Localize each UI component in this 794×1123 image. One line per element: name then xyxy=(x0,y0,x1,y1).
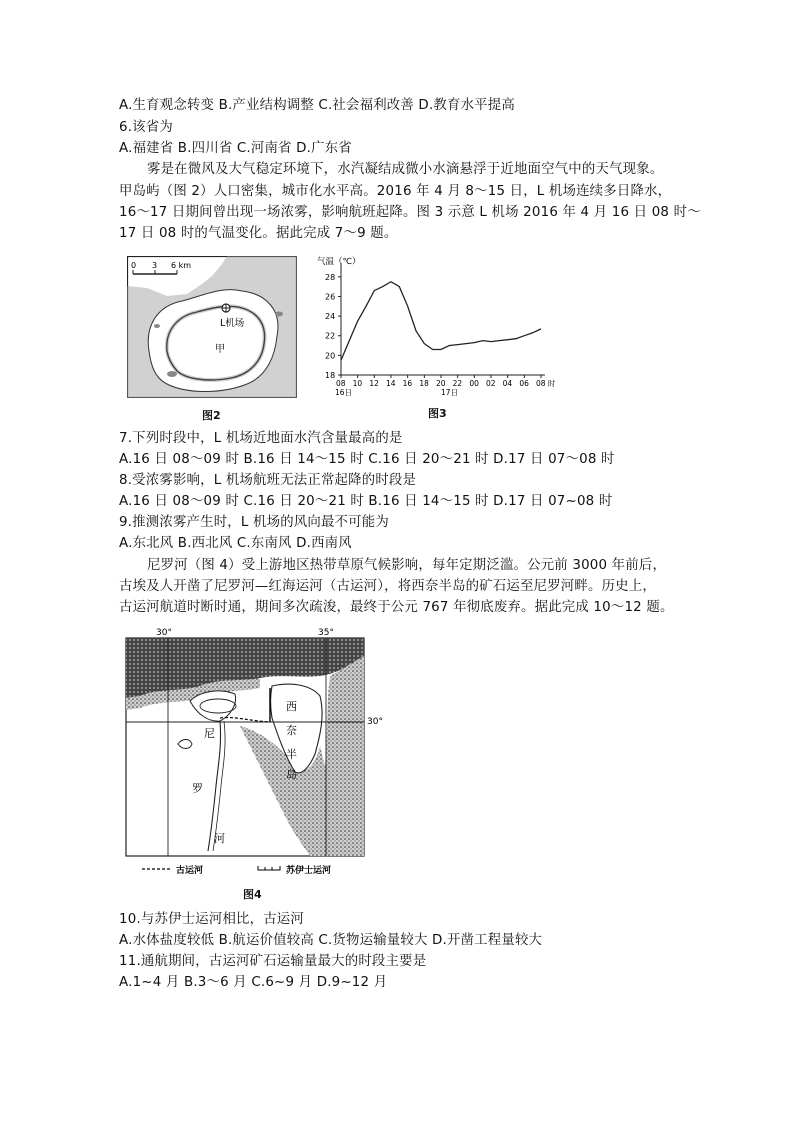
island-label: 甲 xyxy=(215,344,225,355)
y-tick-label: 20 xyxy=(325,351,336,361)
y-tick-label: 22 xyxy=(325,331,336,341)
q9-options: A.东北风 B.西北风 C.东南风 D.西南风 xyxy=(119,536,352,551)
scale-label-0: 0 xyxy=(131,261,137,270)
x-tick-label: 02 xyxy=(486,379,496,388)
scale-label-3: 3 xyxy=(152,261,158,270)
legend-suez-canal: 苏伊士运河 xyxy=(286,866,332,876)
figure-3-caption: 图3 xyxy=(428,407,447,420)
passage3-line-3: 古运河航道时断时通，期间多次疏浚，最终于公元 767 年彻底废弃。据此完成 10～12 题。 xyxy=(119,600,674,615)
airport-label: L机场 xyxy=(220,318,245,329)
q10-stem: 10.与苏伊士运河相比，古运河 xyxy=(119,912,304,927)
figure-4-map xyxy=(120,626,392,881)
q7-options: A.16 日 08～09 时 B.16 日 14～15 时 C.16 日 20～21 时 D.17 日 07～08 时 xyxy=(119,452,615,467)
q7-stem: 7.下列时段中，L 机场近地面水汽含量最高的是 xyxy=(119,431,403,446)
passage2-line-4: 17 日 08 时的气温变化。据此完成 7～9 题。 xyxy=(119,226,398,241)
x-tick-label: 12 xyxy=(369,379,379,388)
x-tick-label: 22 xyxy=(452,379,463,388)
lon-label-35: 35° xyxy=(318,628,334,638)
chart-ylabel: 气温（℃） xyxy=(317,257,361,267)
y-tick-label: 26 xyxy=(325,292,336,302)
y-tick-label: 24 xyxy=(325,312,336,322)
peninsula-label-1: 西 xyxy=(286,700,297,713)
x-tick-label: 16 xyxy=(402,379,413,388)
peninsula-label-3: 半 xyxy=(286,748,297,761)
scale-label-6km: 6 km xyxy=(171,261,192,270)
x-tick-label: 20 xyxy=(436,379,446,388)
q8-options: A.16 日 08～09 时 C.16 日 20～21 时 B.16 日 14～15 时 D.17 日 07~08 时 xyxy=(119,494,613,509)
q8-stem: 8.受浓雾影响，L 机场航班无法正常起降的时段是 xyxy=(119,473,417,488)
passage2-line-3: 16～17 日期间曾出现一场浓雾，影响航班起降。图 3 示意 L 机场 2016 年 4 月 16 日 08 时～ xyxy=(119,205,701,220)
y-tick-label: 18 xyxy=(325,371,336,380)
x-tick-label: 06 xyxy=(519,379,529,388)
river-label-1: 尼 xyxy=(204,727,215,740)
passage2-line-2: 甲岛屿（图 2）人口密集，城市化水平高。2016 年 4 月 8～15 日，L 机场连续多日降水， xyxy=(119,184,672,199)
x-tick-label: 10 xyxy=(352,379,363,388)
figure-3-chart xyxy=(313,253,555,401)
river-label-3: 河 xyxy=(214,832,225,845)
passage2-line-1: 雾是在微风及大气稳定环境下，水汽凝结成微小水滴悬浮于近地面空气中的天气现象。 xyxy=(147,162,664,177)
x-tick-label: 04 xyxy=(502,379,513,388)
figure-2-map xyxy=(127,256,297,398)
peninsula-label-2: 奈 xyxy=(286,724,297,737)
x-tick-label: 08 时 xyxy=(536,379,555,388)
lon-label-30: 30° xyxy=(156,628,172,638)
x-day-label-16: 16日 xyxy=(335,388,353,397)
passage3-line-2: 古埃及人开凿了尼罗河—红海运河（古运河），将西奈半岛的矿石运至尼罗河畔。历史上， xyxy=(119,579,656,594)
legend-ancient-canal: 古运河 xyxy=(176,866,204,876)
river-label-2: 罗 xyxy=(192,782,203,795)
peninsula-label-4: 岛 xyxy=(286,768,297,781)
q11-options: A.1~4 月 B.3～6 月 C.6~9 月 D.9~12 月 xyxy=(119,975,388,990)
q11-stem: 11.通航期间，古运河矿石运输量最大的时段主要是 xyxy=(119,954,427,969)
x-tick-label: 08 xyxy=(336,379,346,388)
passage3-line-1: 尼罗河（图 4）受上游地区热带草原气候影响，每年定期泛滥。公元前 3000 年前后， xyxy=(147,558,667,573)
q10-options: A.水体盐度较低 B.航运价值较高 C.货物运输量较大 D.开凿工程量较大 xyxy=(119,933,543,948)
q6-options: A.福建省 B.四川省 C.河南省 D.广东省 xyxy=(119,141,352,156)
x-tick-label: 00 xyxy=(469,379,479,388)
q9-stem: 9.推测浓雾产生时，L 机场的风向最不可能为 xyxy=(119,515,389,530)
figure-4-caption: 图4 xyxy=(243,888,262,901)
figure-2-caption: 图2 xyxy=(202,409,221,422)
x-tick-label: 18 xyxy=(419,379,429,388)
q6-stem: 6.该省为 xyxy=(119,120,173,135)
y-tick-label: 28 xyxy=(325,272,336,282)
q5-options: A.生育观念转变 B.产业结构调整 C.社会福利改善 D.教育水平提高 xyxy=(119,98,515,113)
lat-label-30: 30° xyxy=(367,717,383,727)
temperature-line xyxy=(341,282,541,361)
x-day-label-17: 17日 xyxy=(441,388,459,397)
x-tick-label: 14 xyxy=(386,379,396,388)
